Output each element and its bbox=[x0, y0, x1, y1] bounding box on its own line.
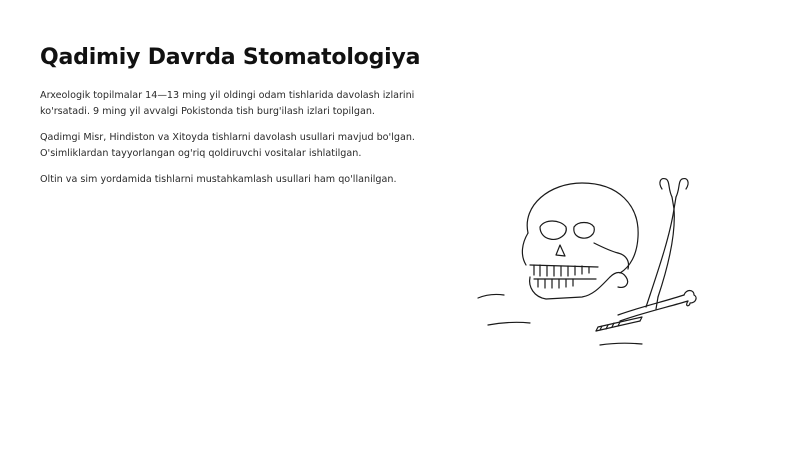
paragraph-line: ko'rsatadi. 9 ming yil avvalgi Pokistonda tish burg'ilash izlari topilgan. bbox=[40, 106, 375, 117]
paragraph-line: Arxeologik topilmalar 14—13 ming yil oldingi odam tishlarida davolash izlarini bbox=[40, 90, 415, 101]
paragraph-line: Oltin va sim yordamida tishlarni mustahkamlash usullari ham qo'llanilgan. bbox=[40, 174, 397, 185]
page-title: Qadimiy Davrda Stomatologiya bbox=[40, 44, 421, 70]
slide-body bbox=[40, 88, 415, 198]
paragraph-archaeology bbox=[40, 88, 415, 120]
paragraph-line: O'simliklardan tayyorlangan og'riq qoldiruvchi vositalar ishlatilgan. bbox=[40, 148, 362, 159]
paragraph-line: Qadimgi Misr, Hindiston va Xitoyda tishlarni davolash usullari mavjud bo'lgan. bbox=[40, 132, 415, 143]
paragraph-gold-wire bbox=[40, 172, 400, 188]
paragraph-ancient-civilizations bbox=[40, 130, 415, 162]
skull-and-dental-tools-icon bbox=[470, 175, 720, 350]
